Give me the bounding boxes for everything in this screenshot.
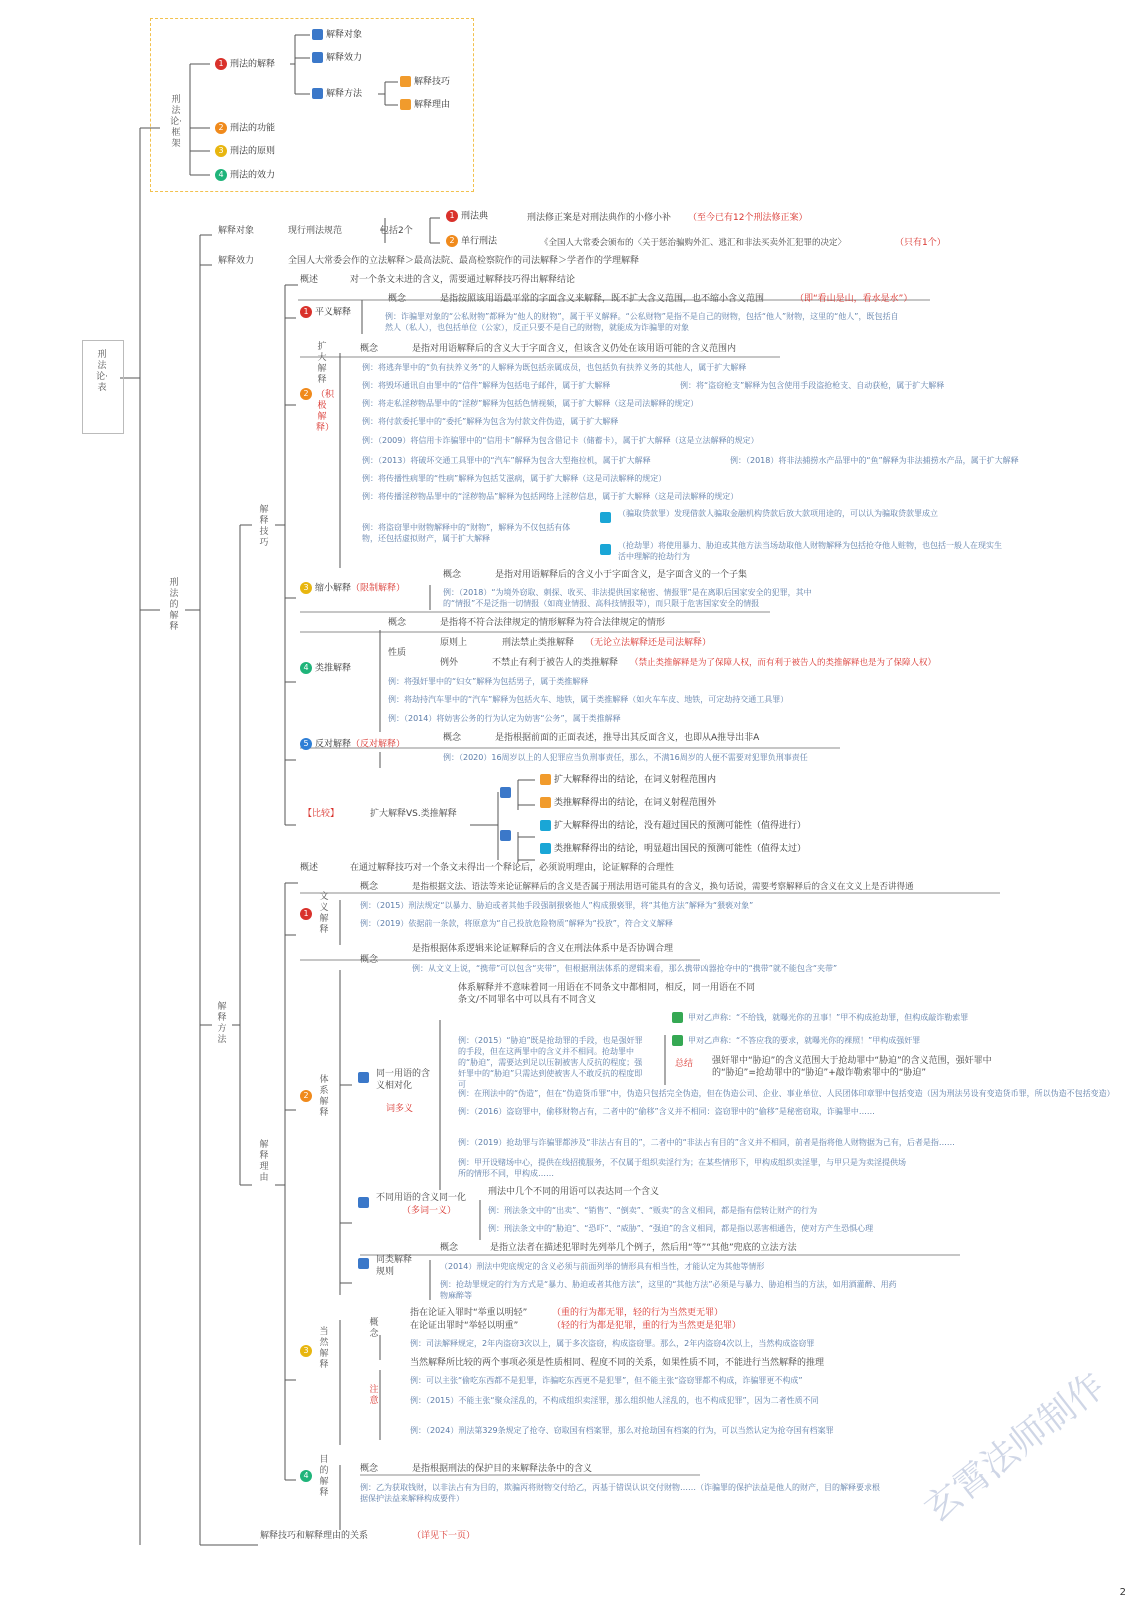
s3-example: 例：（2018）“为境外窃取、刺探、收买、非法提供国家秘密、情报罪”是在离职后国家安全的犯罪，其中的“情报”不是泛指一切情报（如商业情报、高科技情报等），而只限于危害国家安全的情报 <box>443 588 812 608</box>
obj-2-label: 单行刑法 <box>461 236 498 247</box>
r3-concept-1-note: （重的行为都无罪，轻的行为当然更无罪） <box>552 1308 724 1318</box>
r2a-label: 同一用语的含义相对化 <box>376 1069 431 1091</box>
r2a-example: 例：在刑法中的“伪造”，但在“伪造货币罪”中，伪造只包括完全伪造，但在伪造公司、企业、事业单位、人民团体印章罪中包括变造（因为刑法另设有变造货币罪，所以伪造不包括变造） <box>458 1089 1115 1098</box>
skill-2-label: 扩大解释 <box>317 342 327 385</box>
s4-nature-1-note: （无论立法解释还是司法解释） <box>585 638 712 648</box>
skill-1: 1 平义解释 <box>300 306 351 319</box>
doc-icon <box>358 1258 369 1269</box>
frame-child-1 <box>312 52 362 64</box>
s3-concept: 是指对用语解释后的含义小于字面含义，是字面含义的一个子集 <box>495 570 748 580</box>
obj-1-label: 刑法典 <box>461 211 489 222</box>
method-label: 解释方法 <box>217 1002 227 1045</box>
frame-method-1 <box>400 99 450 111</box>
r2-concept-label: 概念 <box>360 955 379 965</box>
compare-item-2 <box>540 820 806 832</box>
reason-3: 当然解释 <box>319 1327 329 1370</box>
frame-method-label: 解释理由 <box>414 100 451 110</box>
s2-example: 例：将付款委托罪中的“委托”解释为包含为付款文件伪造，属于扩大解释 <box>362 417 619 426</box>
obj-2-note: （只有1个） <box>895 238 946 248</box>
r2a-right-2 <box>672 1035 686 1047</box>
skill-2-note: （积极解释） <box>316 390 335 433</box>
r2a-right-1-text: 甲对乙声称：“不给钱，就曝光你的丑事！”甲不构成抢劫罪，但构成敲诈勒索罪 <box>688 1013 969 1022</box>
r2b-example: 例：刑法条文中的“胁迫”、“恐吓”、“威胁”、“强迫”的含义相同，都是指以恶害相通告，使对方产生恐惧心理 <box>488 1224 874 1233</box>
note-icon <box>600 512 611 523</box>
s1-concept-label: 概念 <box>388 294 407 304</box>
frame-node-3: 3 刑法的原则 <box>215 145 275 158</box>
s4-example: 例：（2014）将妨害公务的行为认定为妨害“公务”，属于类推解释 <box>388 714 621 723</box>
check-icon <box>672 1035 683 1046</box>
r2b-desc: 刑法中几个不同的用语可以表达同一个含义 <box>488 1187 660 1197</box>
r3-note: 例：（2015）不能主张“聚众淫乱的，不构成组织卖淫罪，那么组织他人淫乱的，也不构成犯罪”，因为二者性质不同 <box>410 1396 819 1405</box>
s4-nature-2-note: （禁止类推解释是为了保障人权，而有利于被告人的类推解释也是为了保障人权） <box>630 658 937 668</box>
r3-concept-2: 在论证出罪时“举轻以明重” <box>410 1321 519 1331</box>
r3-concept-example: 例：司法解释规定，2年内盗窃3次以上，属于多次盗窃，构成盗窃罪。那么，2年内盗窃4次以上，当然构成盗窃罪 <box>410 1339 815 1348</box>
r2a-node <box>358 1072 372 1084</box>
doc-icon <box>312 52 323 63</box>
frame-node-1: 1 刑法的解释 <box>215 58 275 71</box>
s4-nature-label: 性质 <box>388 648 407 658</box>
reason-2-badge: 2 <box>300 1090 315 1103</box>
s2-right-2-text: （抢劫罪）将使用暴力、胁迫或其他方法当场劫取他人财物解释为包括抢夺他人赃物，也包括一般人在现实生活中理解的抢劫行为 <box>618 541 1002 561</box>
skill-2-vertical <box>316 342 328 386</box>
reason-4: 目的解释 <box>319 1455 329 1498</box>
s2-concept-label: 概念 <box>360 344 379 354</box>
doc-icon <box>358 1072 369 1083</box>
s4-concept-label: 概念 <box>388 618 407 628</box>
compare-item-label: 扩大解释得出的结论，在词义射程范围内 <box>554 775 717 785</box>
obj-1-note: （至今已有12个刑法修正案） <box>688 213 808 223</box>
r2c-concept: 是指立法者在描述犯罪时先列举几个例子，然后用“等”“其他”兜底的立法方法 <box>490 1243 797 1253</box>
skill-3-label: 缩小解释 <box>315 583 352 594</box>
frame-node-4: 4 刑法的效力 <box>215 169 275 182</box>
compare-item-label: 扩大解释得出的结论，没有超过国民的预测可能性（值得进行） <box>554 821 807 831</box>
s2-right-1-text: （骗取贷款罪）发现借款人骗取金融机构贷款后放大款项用途的，可以认为骗取贷款罪成立 <box>618 509 938 518</box>
doc-icon <box>500 830 511 841</box>
s1-concept-note: （即“看山是山，看水是水”） <box>795 294 913 304</box>
frame-child-2 <box>312 88 362 100</box>
s3-concept-label: 概念 <box>443 570 462 580</box>
r2a-example: 例：（2016）盗窃罪中，偷移财物占有，二者中的“偷移”含义并不相同：盗窃罪中的“偷移”是秘密窃取，诈骗罪中…… <box>458 1107 875 1116</box>
s5-concept: 是指根据前面的正面表述，推导出其反面含义，也即从A推导出非A <box>495 733 760 743</box>
r2c-label: 同类解释规则 <box>376 1255 413 1277</box>
skill-5-note: （反对解释） <box>351 739 406 750</box>
r3-concept-2-note: （轻的行为都是犯罪，重的行为当然更是犯罪） <box>552 1321 742 1331</box>
skill-2-badge: 2 <box>300 388 315 401</box>
reason-overview-label: 概述 <box>300 863 319 873</box>
note-icon <box>540 843 551 854</box>
s4-nature-2-label: 例外 <box>440 658 459 668</box>
doc-icon <box>500 787 511 798</box>
skill-4: 4 类推解释 <box>300 662 351 675</box>
root-node: 刑法的解释 <box>169 578 179 632</box>
frame-title: 刑法论·框架 <box>170 95 182 149</box>
compare-item-0 <box>540 774 716 786</box>
r3-note: 例：（2024）刑法第329条规定了抢夺、窃取国有档案罪，那么对抢劫国有档案的行为，可以当然认定为抢夺国有档案罪 <box>410 1426 834 1435</box>
s1-example: 例：诈骗罪对象的“公私财物”都释为“他人的财物”，属于平义解释。“公私财物”是指不是自己的财物，包括“他人”财物，这里的“他人”，既包括自然人（私人），也包括单位（公家），反正只要不是自己的财物，就能成为诈骗罪的对象 <box>385 312 899 332</box>
layers-icon <box>540 774 551 785</box>
frame-node-2: 2 刑法的功能 <box>215 122 275 135</box>
r2c-concept-label: 概念 <box>440 1243 459 1253</box>
r2b-label: 不同用语的含义同一化 <box>376 1193 467 1203</box>
frame-child-0 <box>312 29 362 41</box>
skill-3-note: （限制解释） <box>351 583 406 594</box>
r2a-example: 例：（2019）抢劫罪与诈骗罪都涉及“非法占有目的”，二者中的“非法占有目的”含义并不相同，前者是指将他人财物据为己有，后者是指…… <box>458 1138 955 1147</box>
obj-include: 包括2个 <box>380 226 413 236</box>
s2-example-long: 例：将盗窃罪中财物解释中的“财物”，解释为不仅包括有体物，还包括虚拟财产，属于扩大解释 <box>362 523 571 543</box>
r2a-example: 例：甲开设赌场中心，提供在线招揽服务，不仅属于组织卖淫行为；在某些情形下，甲构成组织卖淫罪，与甲只是为卖淫提供场所的情形不同，甲构成…… <box>458 1158 906 1178</box>
r2a-sum: 强奸罪中“胁迫”的含义范围大于抢劫罪中“胁迫”的含义范围，强奸罪中的“胁迫”=抢劫罪中的“胁迫”+敲诈勒索罪中的“胁迫” <box>712 1056 992 1078</box>
r2b-example: 例：刑法条文中的“出卖”、“销售”、“倒卖”、“贩卖”的含义相同，都是指有偿转让财产的行为 <box>488 1206 818 1215</box>
layers-icon <box>540 797 551 808</box>
s4-nature-1-label: 原则上 <box>440 638 468 648</box>
compare-tag: 【比较】 <box>303 809 340 819</box>
page-number: 2 <box>1119 1587 1126 1598</box>
r2-concept-example: 例：从文义上说，“携带”可以包含“夹带”，但根据刑法体系的逻辑来看，那么携带凶器抢夺中的“携带”就不能包含“夹带” <box>412 964 838 973</box>
skill-1-label: 平义解释 <box>315 307 352 318</box>
s2-example: 例：（2009）将信用卡诈骗罪中的“信用卡”解释为包含借记卡（储蓄卡），属于扩大解释（这是立法解释的规定） <box>362 436 759 445</box>
eff-desc: 全国人大常委会作的立法解释＞最高法院、最高检察院作的司法解释＞学者作的学理解释 <box>288 256 640 266</box>
compare-group-2 <box>500 830 514 842</box>
obj-label: 解释对象 <box>218 226 255 236</box>
r1-example: 例：（2015）刑法规定“以暴力、胁迫或者其他手段强制猥亵他人”构成猥亵罪，将“其他方法”解释为“猥亵对象” <box>360 901 754 910</box>
note-icon <box>600 544 611 555</box>
s4-example: 例：将强奸罪中的“妇女”解释为包括男子，属于类推解释 <box>388 677 589 686</box>
s2-example: 例：将走私淫秽物品罪中的“淫秽”解释为包括色情视频，属于扩大解释（这是司法解释的规定） <box>362 399 699 408</box>
frame-node-4-label: 刑法的效力 <box>230 170 276 181</box>
skill-overview-label: 概述 <box>300 275 319 285</box>
side-title: 刑法论·表 <box>96 350 108 393</box>
doc-icon <box>312 29 323 40</box>
frame-child-label: 解释对象 <box>326 30 363 40</box>
frame-child-label: 解释方法 <box>326 89 363 99</box>
final-label: 解释技巧和解释理由的关系 <box>260 1531 369 1541</box>
r4-concept: 是指根据刑法的保护目的来解释法条中的含义 <box>412 1464 593 1474</box>
note-icon <box>540 820 551 831</box>
r3-note: 当然解释所比较的两个事项必须是性质相同、程度不同的关系，如果性质不同，不能进行当然解释的推理 <box>410 1358 825 1368</box>
s1-concept: 是指按照该用语最平常的字面含义来解释，既不扩大含义范围，也不缩小含义范围 <box>440 294 765 304</box>
r3-note-label: 注意 <box>369 1385 379 1406</box>
r2a-sub: 词多义 <box>386 1104 414 1114</box>
obj-1-desc: 刑法修正案是对刑法典作的小修小补 <box>527 213 672 223</box>
skill-5: 5 反对解释（反对解释） <box>300 738 405 751</box>
compare-item-label: 类推解释得出的结论，明显超出国民的预测可能性（值得太过） <box>554 844 807 854</box>
r2b-node <box>358 1197 372 1209</box>
r1-concept: 是指根据文法、语法等来论证解释后的含义是否属于刑法用语可能具有的含义，换句话说，需要考察解释后的含义在文义上是否讲得通 <box>412 882 914 892</box>
obj-mid: 现行刑法规范 <box>288 226 343 236</box>
compare-item-3 <box>540 843 806 855</box>
s2-example: 例：将毁坏通讯自由罪中的“信件”解释为包括电子邮件，属于扩大解释 <box>362 381 611 390</box>
layers-icon <box>400 76 411 87</box>
frame-child-label: 解释效力 <box>326 53 363 63</box>
r4-concept-label: 概念 <box>360 1464 379 1474</box>
s5-concept-label: 概念 <box>443 733 462 743</box>
doc-icon <box>358 1197 369 1208</box>
frame-method-label: 解释技巧 <box>414 77 451 87</box>
reason-1-badge: 1 <box>300 908 315 921</box>
s4-example: 例：将劫持汽车罪中的“汽车”解释为包括火车、地铁，属于类推解释（如火车车皮、地铁，可定劫持交通工具罪） <box>388 695 789 704</box>
s2-right-2 <box>600 544 614 556</box>
obj-2: 2 单行刑法 <box>446 235 497 248</box>
s2-example: 例：将逃奔罪中的“负有扶养义务”的人解释为既包括亲属成员，也包括负有扶养义务的其他人，属于扩大解释 <box>362 363 747 372</box>
r2a-right-2-text: 甲对乙声称：“不答应我的要求，就曝光你的裸照！”甲构成强奸罪 <box>688 1036 921 1045</box>
r1-concept-label: 概念 <box>360 882 379 892</box>
r2a-sum-label: 总结 <box>675 1059 694 1069</box>
r2c-example: 例：抢劫罪规定的行为方式是“暴力、胁迫或者其他方法”，这里的“其他方法”必须是与暴力、胁迫相当的方法，如用酒灌醉、用药物麻醉等 <box>440 1280 897 1300</box>
reason-3-badge: 3 <box>300 1345 315 1358</box>
eff-label: 解释效力 <box>218 256 255 266</box>
watermark: 玄霄法师制作 <box>917 1365 1113 1531</box>
frame-method-0 <box>400 76 450 88</box>
skill-label: 解释技巧 <box>259 505 269 548</box>
r2a-right-1 <box>672 1012 686 1024</box>
s4-concept: 是指将不符合法律规定的情形解释为符合法律规定的情形 <box>440 618 666 628</box>
obj-1: 1 刑法典 <box>446 210 488 223</box>
r2b-sub: （多词一义） <box>402 1206 457 1216</box>
r2a-desc: 体系解释并不意味着同一用语在不同条文中都相同，相反，同一用语在不同条文/不同罪名中可以具有不同含义 <box>458 983 756 1005</box>
r3-concept-1: 指在论证入罪时“举重以明轻” <box>410 1308 528 1318</box>
doc-icon <box>312 88 323 99</box>
s2-example: 例：将传播性病罪的“性病”解释为包括艾滋病，属于扩大解释（这是司法解释的规定） <box>362 474 667 483</box>
r3-note: 例：可以主张“偷吃东西都不是犯罪，诈骗吃东西更不是犯罪”，但不能主张“盗窃罪都不构成，诈骗罪更不构成” <box>410 1376 803 1385</box>
s2-example: 例：将“盗窃枪支”解释为包含使用手段盗抢枪支、自动获枪，属于扩大解释 <box>680 381 945 390</box>
obj-2-desc: 《全国人大常委会颁布的〈关于惩治骗购外汇、逃汇和非法买卖外汇犯罪的决定〉 <box>540 238 847 248</box>
reason-1: 文义解释 <box>319 892 329 935</box>
compare-group-1 <box>500 787 514 799</box>
r2a-example-left: 例：（2015）“胁迫”既是抢劫罪的手段，也是强奸罪的手段，但在这两罪中的含义并不相同。抢劫罪中的“胁迫”，需要达到足以压制被害人反抗的程度；强奸罪中的“胁迫”只需达到使被害人不敢反抗的程度即可 <box>458 1036 643 1089</box>
frame-node-2-label: 刑法的功能 <box>230 123 276 134</box>
r4-example: 例：乙为获取钱财，以非法占有为目的，欺骗丙将财物交付给乙，丙基于错误认识交付财物……（诈骗罪的保护法益是他人的财产，目的解释要求根据保护法益来解释构成要件） <box>360 1483 880 1503</box>
s4-nature-2: 不禁止有利于被告人的类推解释 <box>492 658 619 668</box>
check-icon <box>672 1012 683 1023</box>
frame-node-3-label: 刑法的原则 <box>230 146 276 157</box>
s2-example: 例：（2013）将破坏交通工具罪中的“汽车”解释为包含大型拖拉机，属于扩大解释 <box>362 456 651 465</box>
layers-icon <box>400 99 411 110</box>
reason-4-badge: 4 <box>300 1470 315 1483</box>
r2c-example: （2014）刑法中兜底规定的含义必须与前面列举的情形具有相当性，才能认定为其他等情形 <box>440 1262 765 1271</box>
final-note: （详见下一页） <box>412 1531 476 1541</box>
skill-3: 3 缩小解释（限制解释） <box>300 582 405 595</box>
s2-concept: 是指对用语解释后的含义大于字面含义，但该含义仍处在该用语可能的含义范围内 <box>412 344 737 354</box>
r1-example: 例：（2019）依据前一条款，将原意为“自己投放危险物质”解释为“投放”，符合文义解释 <box>360 919 673 928</box>
skill-overview: 对一个条文未进的含义，需要通过解释技巧得出解释结论 <box>350 275 576 285</box>
s2-right-1 <box>600 512 614 524</box>
reason-2: 体系解释 <box>319 1075 329 1118</box>
r3-concept-label: 概念 <box>369 1318 379 1339</box>
s2-example: 例：（2018）将非法捕捞水产品罪中的“鱼”解释为非法捕捞水产品，属于扩大解释 <box>730 456 1019 465</box>
skill-5-label: 反对解释 <box>315 739 352 750</box>
r2c-node <box>358 1258 372 1270</box>
skill-4-label: 类推解释 <box>315 663 352 674</box>
reason-overview: 在通过解释技巧对一个条文未得出一个释论后，必须说明理由，论证解释的合理性 <box>350 863 675 873</box>
s2-example: 例：将传播淫秽物品罪中的“淫秽物品”解释为包括网络上淫秽信息，属于扩大解释（这是司法解释的规定） <box>362 492 739 501</box>
s4-nature-1: 刑法禁止类推解释 <box>502 638 575 648</box>
r2-concept: 是指根据体系逻辑来论证解释后的含义在刑法体系中是否协调合理 <box>412 944 674 954</box>
s5-example: 例：（2020）16周岁以上的人犯罪应当负刑事责任，那么，不满16周岁的人便不需要对犯罪负刑事责任 <box>443 753 808 762</box>
frame-node-1-label: 刑法的解释 <box>230 59 276 70</box>
compare-item-label: 类推解释得出的结论，在词义射程范围外 <box>554 798 717 808</box>
compare-item-1 <box>540 797 716 809</box>
reason-label: 解释理由 <box>259 1140 269 1183</box>
compare-label: 扩大解释VS.类推解释 <box>370 809 457 819</box>
